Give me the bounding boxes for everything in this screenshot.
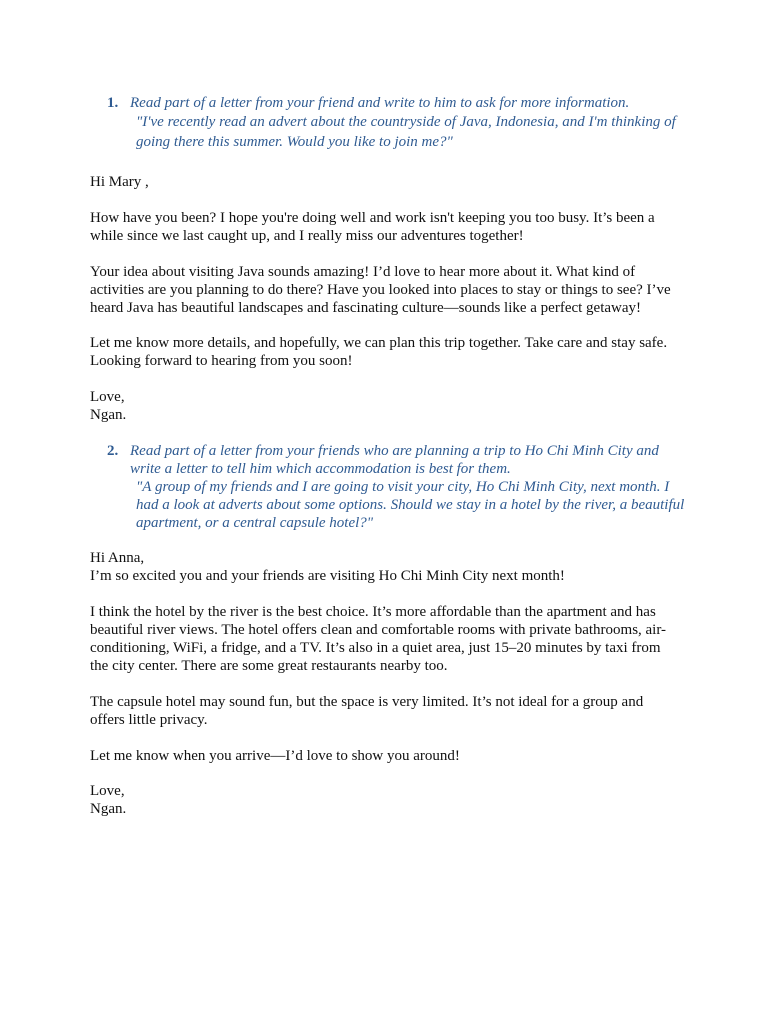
task-2: [107, 442, 687, 532]
letter-2-greeting: Hi Anna,: [90, 550, 145, 566]
letter-1-greeting: Hi Mary ,: [90, 174, 149, 190]
letter-1-paragraph-2: Your idea about visiting Java sounds amazing! I’d love to hear more about it. What kind of activities are you planning to do there? Have you looked into places to stay or things to see? I’ve heard Java has beautiful landscapes and fascinating culture—sounds like a perfect getaway!: [90, 264, 671, 316]
letter-2-closing: Love,: [90, 783, 125, 799]
letter-1-closing: Love,: [90, 389, 125, 405]
task-1: [107, 94, 687, 152]
letter-1-signature: Ngan.: [90, 407, 127, 423]
letter-2-paragraph-2: The capsule hotel may sound fun, but the space is very limited. It’s not ideal for a group and offers little privacy.: [90, 694, 644, 728]
letter-1-paragraph-3: Let me know more details, and hopefully, we can plan this trip together. Take care and stay safe. Looking forward to hearing from you soon!: [90, 335, 668, 369]
task-2-instruction: Read part of a letter from your friends who are planning a trip to Ho Chi Minh City and write a letter to tell him which accommodation is best for them.: [130, 443, 659, 477]
letter-2-signature: Ngan.: [90, 801, 127, 817]
task-2-quote: "A group of my friends and I are going to visit your city, Ho Chi Minh City, next month. I had a look at adverts about some options. Should we stay in a hotel by the river, a beautiful apartment, or a central capsule hotel?": [136, 479, 685, 531]
task-1-quote: "I've recently read an advert about the countryside of Java, Indonesia, and I'm thinking of going there this summer. Would you like to join me?": [136, 114, 676, 150]
task-1-instruction: Read part of a letter from your friend and write to him to ask for more information.: [130, 95, 630, 111]
letter-2-paragraph-1: I think the hotel by the river is the best choice. It’s more affordable than the apartment and has beautiful river views. The hotel offers clean and comfortable rooms with private bathrooms, air-conditioning, WiFi, a fridge, and a TV. It’s also in a quiet area, just 15–20 minutes by taxi from the city center. There are some great restaurants nearby too.: [90, 604, 667, 674]
letter-1-paragraph-1: How have you been? I hope you're doing well and work isn't keeping you too busy. It’s been a while since we last caught up, and I really miss our adventures together!: [90, 210, 655, 244]
task-1-number: 1.: [107, 95, 119, 111]
letter-2-paragraph-3: Let me know when you arrive—I’d love to show you around!: [90, 748, 460, 764]
letter-2-paragraph-0: I’m so excited you and your friends are visiting Ho Chi Minh City next month!: [90, 568, 565, 584]
task-2-number: 2.: [107, 443, 119, 459]
